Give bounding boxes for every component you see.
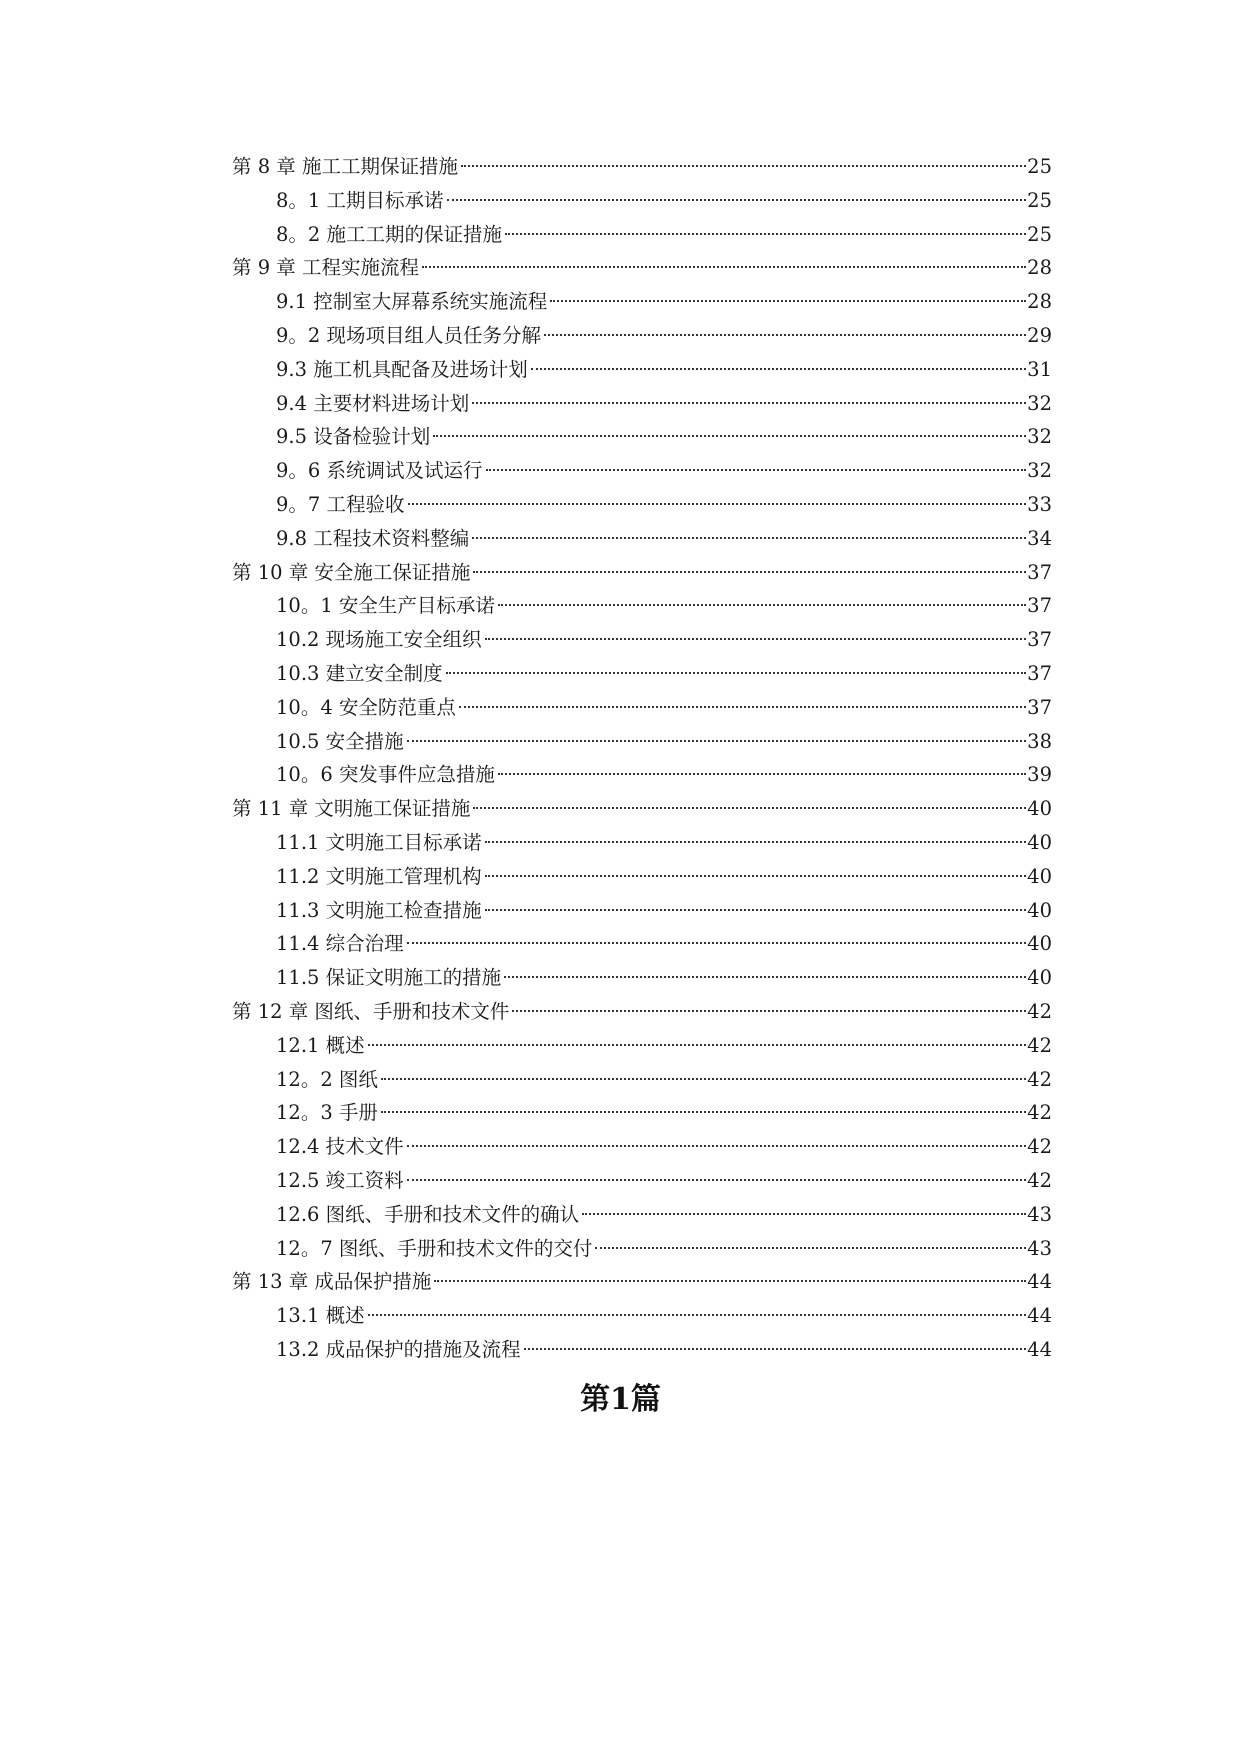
toc-chapter-entry[interactable] [232,792,1052,826]
toc-entry-title: 第 11 章 文明施工保证措施 [232,797,471,821]
toc-page-number: 44 [1027,1270,1052,1294]
toc-section-entry[interactable] [232,1130,1052,1164]
toc-entry-title: 12.4 技术文件 [276,1135,404,1159]
toc-dot-leader [485,841,1027,843]
toc-chapter-entry[interactable] [232,1265,1052,1299]
toc-dot-leader [434,1280,1026,1282]
toc-dot-leader [408,503,1027,505]
toc-page-number: 40 [1027,830,1052,854]
toc-dot-leader [459,706,1026,708]
toc-section-entry[interactable] [232,319,1052,353]
toc-section-entry[interactable] [232,1029,1052,1063]
toc-section-entry[interactable] [232,589,1052,623]
toc-page-number: 40 [1027,932,1052,956]
toc-dot-leader [433,435,1026,437]
toc-page-number: 39 [1027,763,1052,787]
toc-entry-title: 11.4 综合治理 [276,932,404,956]
toc-entry-title: 11.1 文明施工目标承诺 [276,830,482,854]
toc-page-number: 44 [1027,1304,1052,1328]
toc-chapter-entry[interactable] [232,995,1052,1029]
toc-section-entry[interactable] [232,522,1052,556]
toc-dot-leader [407,942,1027,944]
toc-entry-title: 11.5 保证文明施工的措施 [276,966,502,990]
toc-dot-leader [505,233,1026,235]
toc-entry-title: 12。3 手册 [276,1101,378,1125]
toc-dot-leader [473,807,1026,809]
toc-section-entry[interactable] [232,285,1052,319]
toc-dot-leader [381,1078,1026,1080]
toc-entry-title: 10.2 现场施工安全组织 [276,628,482,652]
toc-dot-leader [485,875,1027,877]
toc-dot-leader [524,1348,1027,1350]
toc-entry-title: 12.1 概述 [276,1033,365,1057]
toc-page-number: 42 [1027,999,1052,1023]
toc-entry-title: 13.1 概述 [276,1304,365,1328]
toc-section-entry[interactable] [232,623,1052,657]
toc-entry-title: 10。6 突发事件应急措施 [276,763,495,787]
toc-dot-leader [472,402,1026,404]
toc-dot-leader [472,537,1026,539]
toc-dot-leader [485,909,1027,911]
toc-dot-leader [446,672,1027,674]
toc-dot-leader [407,740,1027,742]
toc-dot-leader [407,1179,1027,1181]
toc-entry-title: 12。2 图纸 [276,1067,378,1091]
toc-dot-leader [498,773,1026,775]
toc-section-entry[interactable] [232,725,1052,759]
toc-section-entry[interactable] [232,1232,1052,1266]
toc-section-entry[interactable] [232,894,1052,928]
toc-page-number: 37 [1027,628,1052,652]
toc-entry-title: 9.3 施工机具配备及进场计划 [276,357,528,381]
toc-dot-leader [447,199,1027,201]
toc-dot-leader [595,1247,1026,1249]
toc-dot-leader [486,469,1027,471]
toc-page-number: 28 [1027,256,1052,280]
toc-dot-leader [368,1314,1027,1316]
toc-entry-title: 第 9 章 工程实施流程 [232,256,420,280]
toc-chapter-entry[interactable] [232,251,1052,285]
toc-page-number: 25 [1027,188,1052,212]
toc-entry-title: 第 8 章 施工工期保证措施 [232,155,459,178]
toc-section-entry[interactable] [232,1096,1052,1130]
toc-entry-title: 9.5 设备检验计划 [276,425,431,449]
toc-entry-title: 8。2 施工工期的保证措施 [276,222,503,246]
toc-page-number: 25 [1027,155,1052,178]
toc-page-number: 37 [1027,661,1052,685]
toc-section-entry[interactable] [232,488,1052,522]
toc-entry-title: 9。6 系统调试及试运行 [276,459,483,483]
toc-section-entry[interactable] [232,1299,1052,1333]
toc-section-entry[interactable] [232,387,1052,421]
toc-section-entry[interactable] [232,420,1052,454]
toc-entry-title: 9.8 工程技术资料整编 [276,526,470,550]
toc-page-number: 28 [1027,290,1052,314]
toc-dot-leader [422,266,1026,268]
toc-page-number: 25 [1027,222,1052,246]
toc-entry-title: 10.3 建立安全制度 [276,661,443,685]
toc-page-number: 43 [1027,1202,1052,1226]
toc-dot-leader [381,1111,1026,1113]
toc-page-number: 40 [1027,966,1052,990]
toc-page-number: 40 [1027,797,1052,821]
toc-dot-leader [504,976,1026,978]
toc-entry-title: 11.2 文明施工管理机构 [276,864,482,888]
toc-entry-title: 11.3 文明施工检查措施 [276,898,482,922]
toc-dot-leader [368,1044,1027,1046]
toc-entry-title: 10。1 安全生产目标承诺 [276,594,495,618]
toc-entry-title: 8。1 工期目标承诺 [276,188,444,212]
toc-section-entry[interactable] [232,184,1052,218]
toc-dot-leader [473,571,1026,573]
toc-entry-title: 9。2 现场项目组人员任务分解 [276,323,542,347]
toc-page-number: 38 [1027,729,1052,753]
toc-dot-leader [544,334,1026,336]
toc-page-number: 29 [1027,323,1052,347]
toc-section-entry[interactable] [232,758,1052,792]
toc-section-entry[interactable] [232,927,1052,961]
toc-page-number: 42 [1027,1101,1052,1125]
toc-page-number: 34 [1027,526,1052,550]
toc-section-entry[interactable] [232,657,1052,691]
toc-page-number: 40 [1027,864,1052,888]
table-of-contents [232,150,1052,1367]
toc-section-entry[interactable] [232,1164,1052,1198]
toc-dot-leader [512,1010,1026,1012]
toc-page-number: 40 [1027,898,1052,922]
toc-page-number: 32 [1027,425,1052,449]
toc-page-number: 44 [1027,1337,1052,1361]
toc-page-number: 37 [1027,695,1052,719]
toc-chapter-entry[interactable] [232,556,1052,590]
toc-entry-title: 13.2 成品保护的措施及流程 [276,1337,521,1361]
toc-dot-leader [582,1213,1026,1215]
toc-dot-leader [550,300,1026,302]
toc-dot-leader [531,368,1026,370]
toc-page-number: 37 [1027,560,1052,584]
toc-section-entry[interactable] [232,454,1052,488]
toc-section-entry[interactable] [232,218,1052,252]
toc-section-entry[interactable] [232,1198,1052,1232]
toc-dot-leader [407,1145,1027,1147]
toc-entry-title: 10。4 安全防范重点 [276,695,456,719]
toc-page-number: 32 [1027,391,1052,415]
part-heading: 第1篇 [580,1382,661,1417]
toc-page-number: 42 [1027,1033,1052,1057]
toc-entry-title: 9.1 控制室大屏幕系统实施流程 [276,290,548,314]
toc-dot-leader [498,604,1026,606]
toc-entry-title: 10.5 安全措施 [276,729,404,753]
toc-entry-title: 9.4 主要材料进场计划 [276,391,470,415]
toc-entry-title: 第 12 章 图纸、手册和技术文件 [232,999,510,1023]
toc-section-entry[interactable] [232,691,1052,725]
toc-page-number: 42 [1027,1067,1052,1091]
toc-section-entry[interactable] [232,1063,1052,1097]
toc-page-number: 32 [1027,459,1052,483]
toc-page-number: 31 [1027,357,1052,381]
toc-entry-title: 12.5 竣工资料 [276,1168,404,1192]
toc-section-entry[interactable] [232,961,1052,995]
toc-section-entry[interactable] [232,1333,1052,1367]
toc-page-number: 42 [1027,1168,1052,1192]
toc-page-number: 43 [1027,1236,1052,1260]
toc-dot-leader [485,638,1027,640]
toc-entry-title: 第 10 章 安全施工保证措施 [232,560,471,584]
toc-section-entry[interactable] [232,860,1052,894]
toc-entry-title: 12.6 图纸、手册和技术文件的确认 [276,1202,580,1226]
toc-chapter-entry[interactable] [232,150,1052,184]
toc-entry-title: 9。7 工程验收 [276,492,405,516]
toc-page-number: 33 [1027,492,1052,516]
toc-entry-title: 12。7 图纸、手册和技术文件的交付 [276,1236,593,1260]
toc-page-number: 37 [1027,594,1052,618]
toc-page-number: 42 [1027,1135,1052,1159]
toc-entry-title: 第 13 章 成品保护措施 [232,1270,432,1294]
toc-section-entry[interactable] [232,353,1052,387]
toc-section-entry[interactable] [232,826,1052,860]
toc-dot-leader [461,165,1026,167]
